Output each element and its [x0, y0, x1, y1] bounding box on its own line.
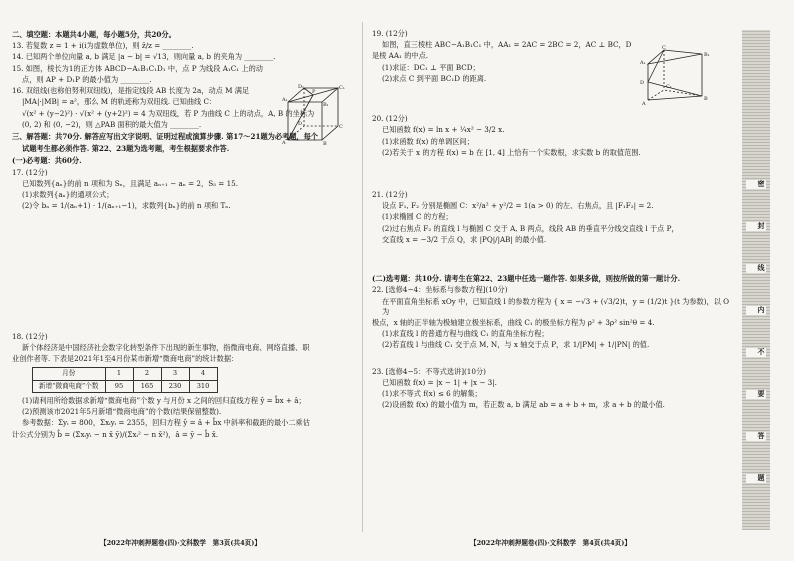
- question-16-line3: √(x² + (y−2)²) · √(x² + (y+2)²) = 4 为双纽线，若 P 为曲线 C 上的动点，A, B 的坐标为: [22, 108, 315, 118]
- question-16-line4: (0, 2) 和 (0, −2)，则 △PAB 面积的最大值为 ________.: [22, 119, 202, 129]
- seal-strip: [742, 30, 770, 530]
- cube-figure: [282, 84, 344, 146]
- table-row: [33, 380, 218, 392]
- table-header-month: 月份: [33, 368, 106, 380]
- question-17-part2: (2)令 bₙ = 1/(aₙ+1) · 1/(aₙ₊₁−1)，求数列{bₙ}的前 n 项和 Tₙ.: [22, 201, 231, 211]
- stats-table: [32, 367, 218, 393]
- table-cell: 4: [189, 368, 217, 380]
- table-cell: 1: [105, 368, 133, 380]
- prism-label: B₁: [704, 52, 710, 58]
- question-19-line1: 如图，直三棱柱 ABC−A₁B₁C₁ 中，AA₁ = 2AC = 2BC = 2，AC ⊥ BC，D: [382, 40, 632, 50]
- prism-label: B: [704, 96, 708, 102]
- solve-heading-2: 试题考生都必须作答. 第22、23题为选考题，考生根据要求作答.: [22, 144, 230, 154]
- cube-label: A₁: [282, 97, 288, 103]
- page-footer-right: 【2022年冲刺押题卷(四)·文科数学 第4页(共4页)】: [470, 539, 631, 547]
- seal-char: 答: [746, 432, 766, 441]
- question-17-head: 17. (12分): [12, 167, 48, 177]
- column-divider: [362, 22, 363, 532]
- question-18-reference: 参考数据：Σyᵢ = 800，Σxᵢyᵢ = 2355，回归方程 ŷ = â + b̂x 中斜率和截距的最小二乘估: [22, 418, 310, 428]
- question-22-line2: 极点，x 轴的正半轴为极轴建立极坐标系，曲线 C₁ 的极坐标方程为 ρ² + 3ρ² sin²θ = 4.: [372, 317, 655, 327]
- fill-blank-heading: 二、填空题：本题共4小题，每小题5分，共20分。: [12, 30, 176, 39]
- question-21-part2-cont: 交直线 x = −3/2 于点 Q，求 |PQ|/|AB| 的最小值.: [382, 234, 547, 244]
- question-18-line1: 新个体经济是中国经济社会数字化转型条件下出现的新生事物，指微商电商、网络直播、职: [22, 342, 310, 352]
- question-14: 14. 已知两个单位向量 a, b 满足 |a − b| = √13，则向量 a, b 的夹角为 ________.: [12, 52, 276, 62]
- question-22-part2: (2)若直线 l 与曲线 C₁ 交于点 M, N，与 x 轴交于点 P，求 1/|PM| + 1/|PN| 的值.: [382, 340, 650, 350]
- question-20-part2: (2)若关于 x 的方程 f(x) = b 在 [1, 4] 上恰有一个实数根，求实数 b 的取值范围.: [382, 147, 641, 157]
- question-18-head: 18. (12分): [12, 331, 48, 341]
- question-16-line2: |MA|·|MB| = a²，那么 M 的轨迹称为双纽线. 已知曲线 C：: [22, 97, 217, 107]
- table-row: [33, 368, 218, 380]
- question-23-part1: (1)求不等式 f(x) ≤ 6 的解集；: [382, 389, 482, 399]
- seal-char: 内: [746, 306, 766, 315]
- cube-label: C₁: [339, 85, 345, 91]
- table-cell: 95: [105, 380, 133, 392]
- question-15-line1: 15. 如图，棱长为1的正方体 ABCD−A₁B₁C₁D₁ 中，点 P 为线段 A₁C₁ 上的动: [12, 63, 263, 73]
- table-header-count: 新增“微商电商”个数: [33, 380, 106, 392]
- question-19-line2: 是棱 AA₁ 的中点.: [372, 51, 429, 61]
- question-23-line1: 已知函数 f(x) = |x − 1| + |x − 3|.: [382, 377, 497, 387]
- question-19-part2: (2)求点 C 到平面 BC₁D 的距离.: [382, 73, 487, 83]
- required-heading: (一)必考题：共60分.: [12, 156, 82, 166]
- question-23-head: 23. [选修4−5：不等式选讲](10分): [372, 366, 486, 376]
- table-cell: 2: [133, 368, 161, 380]
- question-16-line1: 16. 双纽线(也称伯努利双纽线)，是指定线段 AB 长度为 2a，动点 M 满足: [12, 86, 250, 96]
- question-22-head: 22. [选修4−4：坐标系与参数方程](10分): [372, 285, 508, 295]
- question-18-formula: 计公式分别为 b̂ = (Σxᵢyᵢ − n x̄ ȳ)/(Σxᵢ² − n x̄²)，â = ȳ − b̂ x̄.: [12, 429, 219, 439]
- table-cell: 310: [189, 380, 217, 392]
- table-cell: 3: [161, 368, 189, 380]
- prism-figure: [640, 44, 720, 106]
- question-21-head: 21. (12分): [372, 189, 408, 199]
- cube-label: A: [282, 140, 286, 146]
- question-20-part1: (1)求函数 f(x) 的单调区间；: [382, 136, 474, 146]
- cube-label: C: [339, 124, 343, 130]
- seal-char: 封: [746, 222, 766, 231]
- question-19-head: 19. (12分): [372, 29, 408, 38]
- question-20-line1: 已知函数 f(x) = ln x + ¼x² − 3/2 x.: [382, 125, 505, 135]
- optional-heading: (二)选考题：共10分. 请考生在第22、23题中任选一题作答. 如果多做，则按所做的第一题计分.: [372, 274, 681, 284]
- question-21-part1: (1)求椭圆 C 的方程；: [382, 212, 453, 222]
- answer-space-17: [12, 213, 357, 331]
- prism-label: A₁: [640, 60, 646, 66]
- answer-space-20: [372, 159, 732, 189]
- prism-label: A: [642, 101, 646, 107]
- cube-label: D: [298, 121, 303, 127]
- question-17-line1: 已知数列{aₙ}的前 n 项和为 Sₙ，且满足 aₙ₊₁ − aₙ = 2，S₅ = 15.: [22, 178, 239, 188]
- question-20-head: 20. (12分): [372, 114, 408, 124]
- question-19-part1: (1)求证：DC₁ ⊥ 平面 BCD；: [382, 62, 480, 72]
- question-18-line2: 业创作者等. 下表是2021年1至4月份某市新增“微商电商”的统计数据：: [12, 353, 239, 363]
- page-footer-left: 【2022年冲刺押题卷(四)·文科数学 第3页(共4页)】: [100, 539, 261, 547]
- seal-char: 题: [746, 474, 766, 483]
- prism-label: C₁: [666, 84, 672, 90]
- question-21-line1: 设点 F₁, F₂ 分别是椭圆 C：x²/a² + y²/2 = 1(a > 0) 的左、右焦点，且 |F₁F₂| = 2.: [382, 201, 654, 211]
- seal-char: 密: [746, 180, 766, 189]
- question-23-part2: (2)设函数 f(x) 的最小值为 m，若正数 a, b 满足 ab = a + b + m，求 a + b 的最小值.: [382, 400, 665, 410]
- prism-label: C: [662, 45, 666, 51]
- question-22-part1: (1)求直线 l 的普通方程与曲线 C₁ 的直角坐标方程；: [382, 329, 549, 339]
- cube-label: B: [323, 141, 327, 147]
- question-22-line1: 在平面直角坐标系 xOy 中，已知直线 l 的参数方程为 { x = −√3 + (√3/2)t，y = (1/2)t }(t 为参数)，以 O 为: [382, 296, 730, 316]
- solve-heading: 三、解答题：共70分. 解答应写出文字说明、证明过程或演算步骤. 第17～21题为必考题，每个: [12, 131, 318, 141]
- seal-char: 不: [746, 348, 766, 357]
- cube-label: P: [312, 89, 316, 95]
- seal-char: 线: [746, 264, 766, 273]
- question-17-part1: (1)求数列{aₙ}的通项公式；: [22, 190, 114, 200]
- seal-char: 要: [746, 390, 766, 399]
- cube-label: D₁: [298, 84, 305, 90]
- question-13: 13. 若复数 z = 1 + i(i为虚数单位)，则 z̄/z = ________.: [12, 41, 194, 51]
- cube-label: B₁: [323, 102, 329, 108]
- question-15-line2: 点，则 AP + D₁P 的最小值为 ________.: [22, 74, 152, 84]
- answer-space-22: [372, 352, 732, 366]
- answer-space-21: [372, 246, 732, 272]
- table-cell: 230: [161, 380, 189, 392]
- question-18-part1: (1)请利用所给数据求新增“微商电商”个数 y 与月份 x 之间的回归直线方程 ŷ = b̂x + â；: [22, 395, 306, 405]
- prism-label: D: [640, 80, 645, 86]
- table-cell: 165: [133, 380, 161, 392]
- question-18-part2: (2)预测该市2021年5月新增“微商电商”的个数(结果保留整数).: [22, 407, 222, 417]
- question-21-part2: (2)过右焦点 F₂ 的直线 l 与椭圆 C 交于 A, B 两点，线段 AB 的垂直平分线交直线 l 于点 P，: [382, 223, 679, 233]
